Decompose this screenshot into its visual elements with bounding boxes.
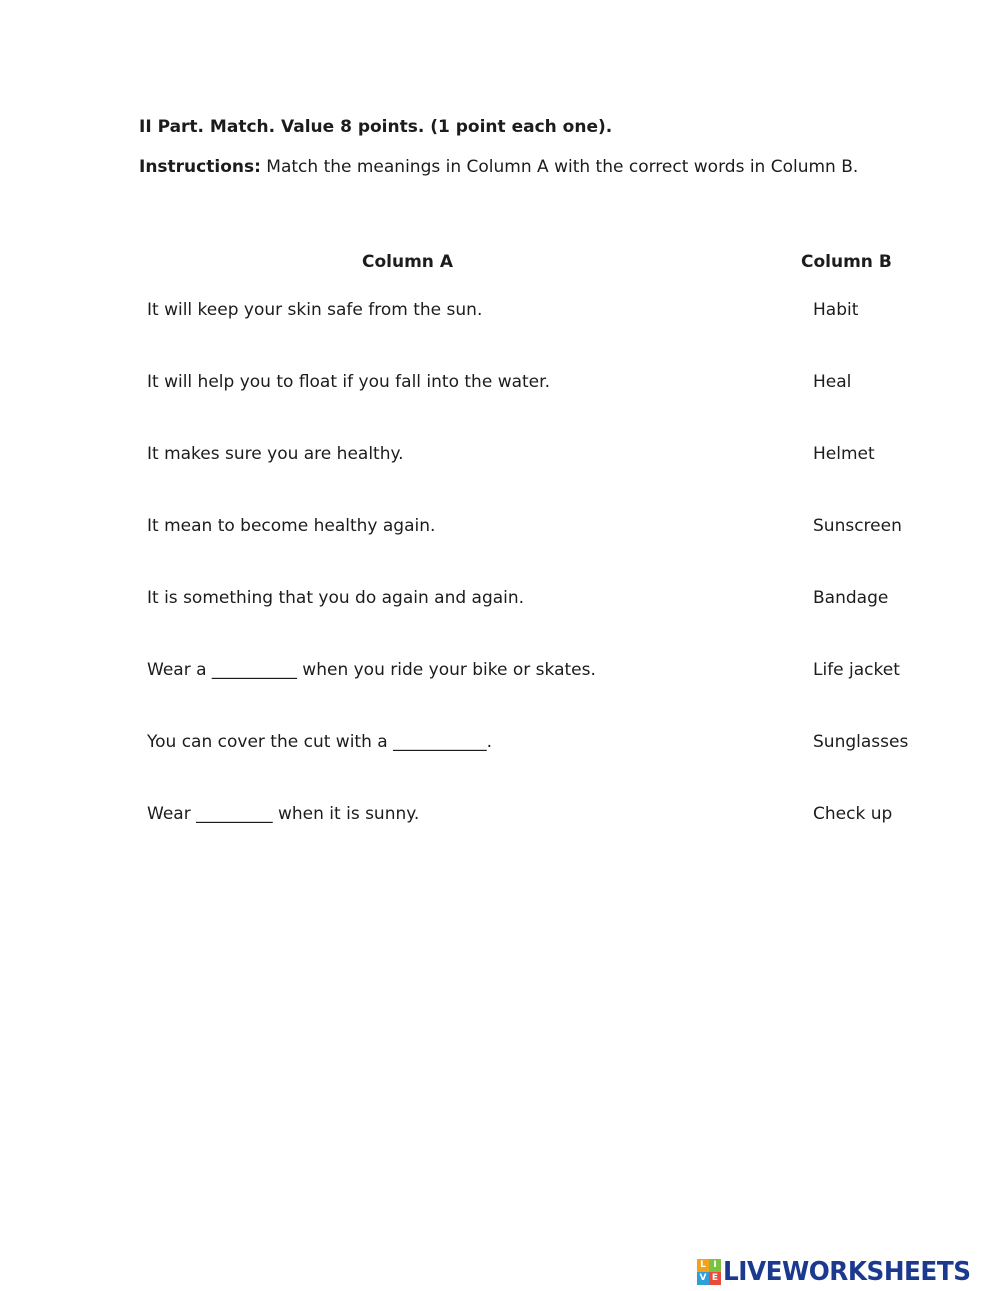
- logo-text: LIVEWORKSHEETS: [723, 1257, 971, 1287]
- column-b-item: Life jacket: [813, 660, 900, 680]
- logo-icon-letter: E: [709, 1272, 721, 1285]
- column-b-item: Sunscreen: [813, 516, 902, 536]
- logo-icon-letter: V: [697, 1272, 709, 1285]
- column-a-item: It makes sure you are healthy.: [147, 444, 404, 464]
- logo-icon-letter: I: [709, 1259, 721, 1272]
- column-a-item: It will help you to float if you fall into the water.: [147, 372, 550, 392]
- instructions-label: Instructions:: [139, 157, 261, 177]
- column-a-item: It will keep your skin safe from the sun.: [147, 300, 483, 320]
- column-b-item: Bandage: [813, 588, 889, 608]
- column-a-item: It is something that you do again and again.: [147, 588, 525, 608]
- column-a-item: You can cover the cut with a ___________.: [147, 732, 492, 752]
- column-b-item: Habit: [813, 300, 859, 320]
- liveworksheets-logo: [697, 1256, 984, 1288]
- column-b-item: Sunglasses: [813, 732, 909, 752]
- instructions: [139, 154, 859, 180]
- column-b-header: Column B: [801, 252, 892, 272]
- column-a-header: Column A: [362, 252, 453, 272]
- column-b-item: Heal: [813, 372, 852, 392]
- column-a-item: Wear _________ when it is sunny.: [147, 804, 420, 824]
- liveworksheets-logo-icon: [697, 1259, 721, 1285]
- logo-icon-letter: L: [697, 1259, 709, 1272]
- instructions-text: Match the meanings in Column A with the correct words in Column B.: [260, 157, 859, 177]
- column-b-item: Check up: [813, 804, 893, 824]
- column-a-item: It mean to become healthy again.: [147, 516, 436, 536]
- column-b-item: Helmet: [813, 444, 875, 464]
- heading: II Part. Match. Value 8 points. (1 point each one).: [139, 117, 613, 137]
- column-a-item: Wear a __________ when you ride your bike or skates.: [147, 660, 596, 680]
